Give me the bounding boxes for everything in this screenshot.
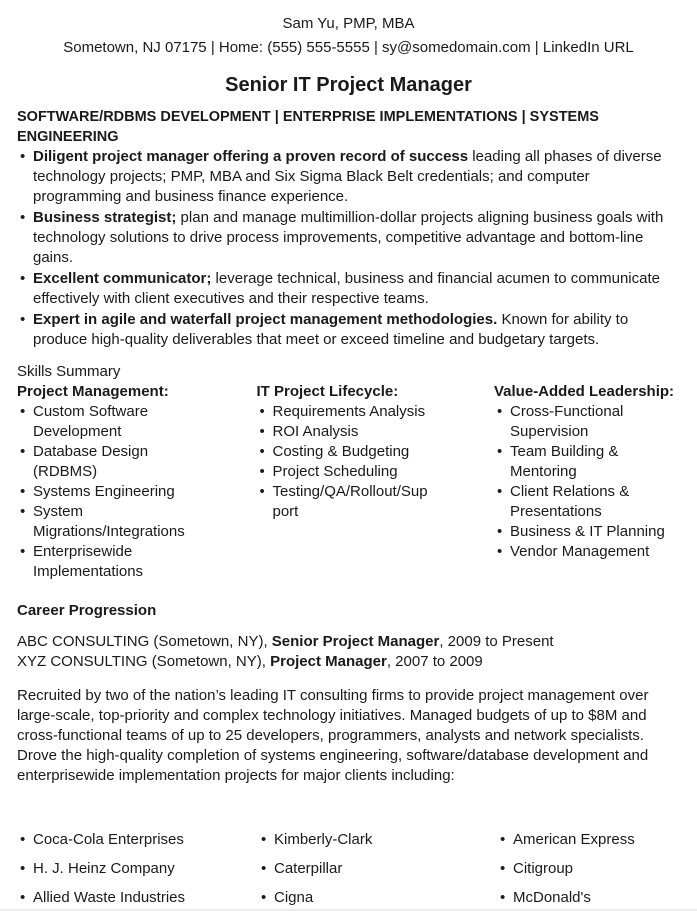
client-item: • Cigna [258, 888, 497, 908]
career-description-paragraph: Drove the high-quality completion of systems engineering, software/database development and enterprisewide implementation projects for major clients including: [17, 747, 649, 784]
contact-line: Sometown, NJ 07175 | Home: (555) 555-5555 | sy@somedomain.com | LinkedIn URL [63, 39, 634, 56]
role-text: Project Manager [270, 653, 387, 670]
dates-text: , 2007 to 2009 [386, 653, 483, 670]
role-text: Senior Project Manager [271, 633, 440, 650]
client-item: • McDonald's [497, 888, 680, 908]
skills-heading: Skills Summary [17, 363, 121, 380]
skill-item: • Client Relations & Presentations [494, 482, 680, 522]
client-item: • Caterpillar [258, 859, 497, 879]
summary-item-rest: plan and manage multimillion-dollar projects aligning business goals with technology solutions to drive process improvements, competitive advantage and bottom-line gains. [33, 209, 664, 266]
skill-item: • Team Building & Mentoring [494, 442, 680, 482]
career-description-paragraph: Recruited by two of the nation’s leading IT consulting firms to provide project management over large-scale, top-priority and complex technology initiatives. Managed budgets of up to $8M and cross-functional teams of up to 25 developers, programmers, analysts and network specialists. [17, 687, 649, 744]
skill-item: • Enterprisewide Implementations [17, 542, 201, 582]
clients-column [17, 830, 258, 911]
summary-item [17, 269, 680, 309]
career-entries [17, 632, 680, 672]
clients-grid [17, 830, 680, 911]
skills-list [494, 402, 680, 562]
career-entry [17, 632, 680, 652]
summary-item-rest: leading all phases of diverse technology projects; PMP, MBA and Six Sigma Black Belt credentials; and computer programming and business finance experience. [33, 148, 662, 205]
skills-column-project-management [17, 382, 257, 582]
summary-item-lead: Expert in agile and waterfall project management methodologies. [33, 311, 498, 328]
skill-item: • Testing/QA/Rollout/Support [257, 482, 435, 522]
clients-list [258, 830, 497, 908]
skill-item: • Custom Software Development [17, 402, 201, 442]
company-text: XYZ CONSULTING (Sometown, NY), [17, 653, 271, 670]
summary-item [17, 147, 680, 207]
summary-item [17, 310, 680, 350]
client-item: • Kimberly-Clark [258, 830, 497, 850]
client-item: • American Express [497, 830, 680, 850]
clients-list [17, 830, 258, 908]
job-title: Senior IT Project Manager [225, 74, 472, 96]
clients-column [497, 830, 680, 911]
skill-item: • Systems Engineering [17, 482, 201, 502]
skill-item: • Database Design (RDBMS) [17, 442, 201, 482]
skills-list [257, 402, 435, 522]
summary-item-rest: Known for ability to produce high-quality deliverables that meet or exceed timeline and budgetary targets. [33, 311, 629, 348]
skills-column-title: Project Management: [17, 383, 169, 400]
career-entry [17, 652, 680, 672]
skills-column-title: IT Project Lifecycle: [256, 383, 399, 400]
candidate-name: Sam Yu, PMP, MBA [282, 15, 415, 32]
summary-item-lead: Diligent project manager offering a proven record of success [33, 148, 469, 165]
client-item: • Citigroup [497, 859, 680, 879]
summary-list [17, 147, 680, 350]
skills-column-it-project-lifecycle [257, 382, 495, 582]
dates-text: , 2009 to Present [439, 633, 554, 650]
summary-item-lead: Excellent communicator; [33, 270, 212, 287]
skill-item: • System Migrations/Integrations [17, 502, 201, 542]
skill-item: • ROI Analysis [257, 422, 435, 442]
clients-list [497, 830, 680, 908]
skill-item: • Cross-Functional Supervision [494, 402, 680, 442]
client-item: • H. J. Heinz Company [17, 859, 258, 879]
skills-column-value-added-leadership [494, 382, 680, 582]
client-item: • Coca-Cola Enterprises [17, 830, 258, 850]
skills-column-title: Value-Added Leadership: [494, 383, 675, 400]
summary-item-rest: leverage technical, business and financial acumen to communicate effectively with client executives and their respective teams. [33, 270, 660, 307]
company-text: ABC CONSULTING (Sometown, NY), [17, 633, 272, 650]
specialties-line: SOFTWARE/RDBMS DEVELOPMENT | ENTERPRISE IMPLEMENTATIONS | SYSTEMS ENGINEERING [17, 109, 599, 145]
client-item: • Allied Waste Industries [17, 888, 258, 908]
summary-item-lead: Business strategist; [33, 209, 177, 226]
skill-item: • Project Scheduling [257, 462, 435, 482]
skill-item: • Costing & Budgeting [257, 442, 435, 462]
skill-item: • Requirements Analysis [257, 402, 435, 422]
skill-item: • Business & IT Planning [494, 522, 680, 542]
clients-column [258, 830, 497, 911]
career-heading: Career Progression [17, 602, 157, 619]
skills-grid [17, 382, 680, 582]
summary-item [17, 208, 680, 268]
skills-list [17, 402, 201, 582]
skill-item: • Vendor Management [494, 542, 680, 562]
career-description [17, 686, 680, 786]
